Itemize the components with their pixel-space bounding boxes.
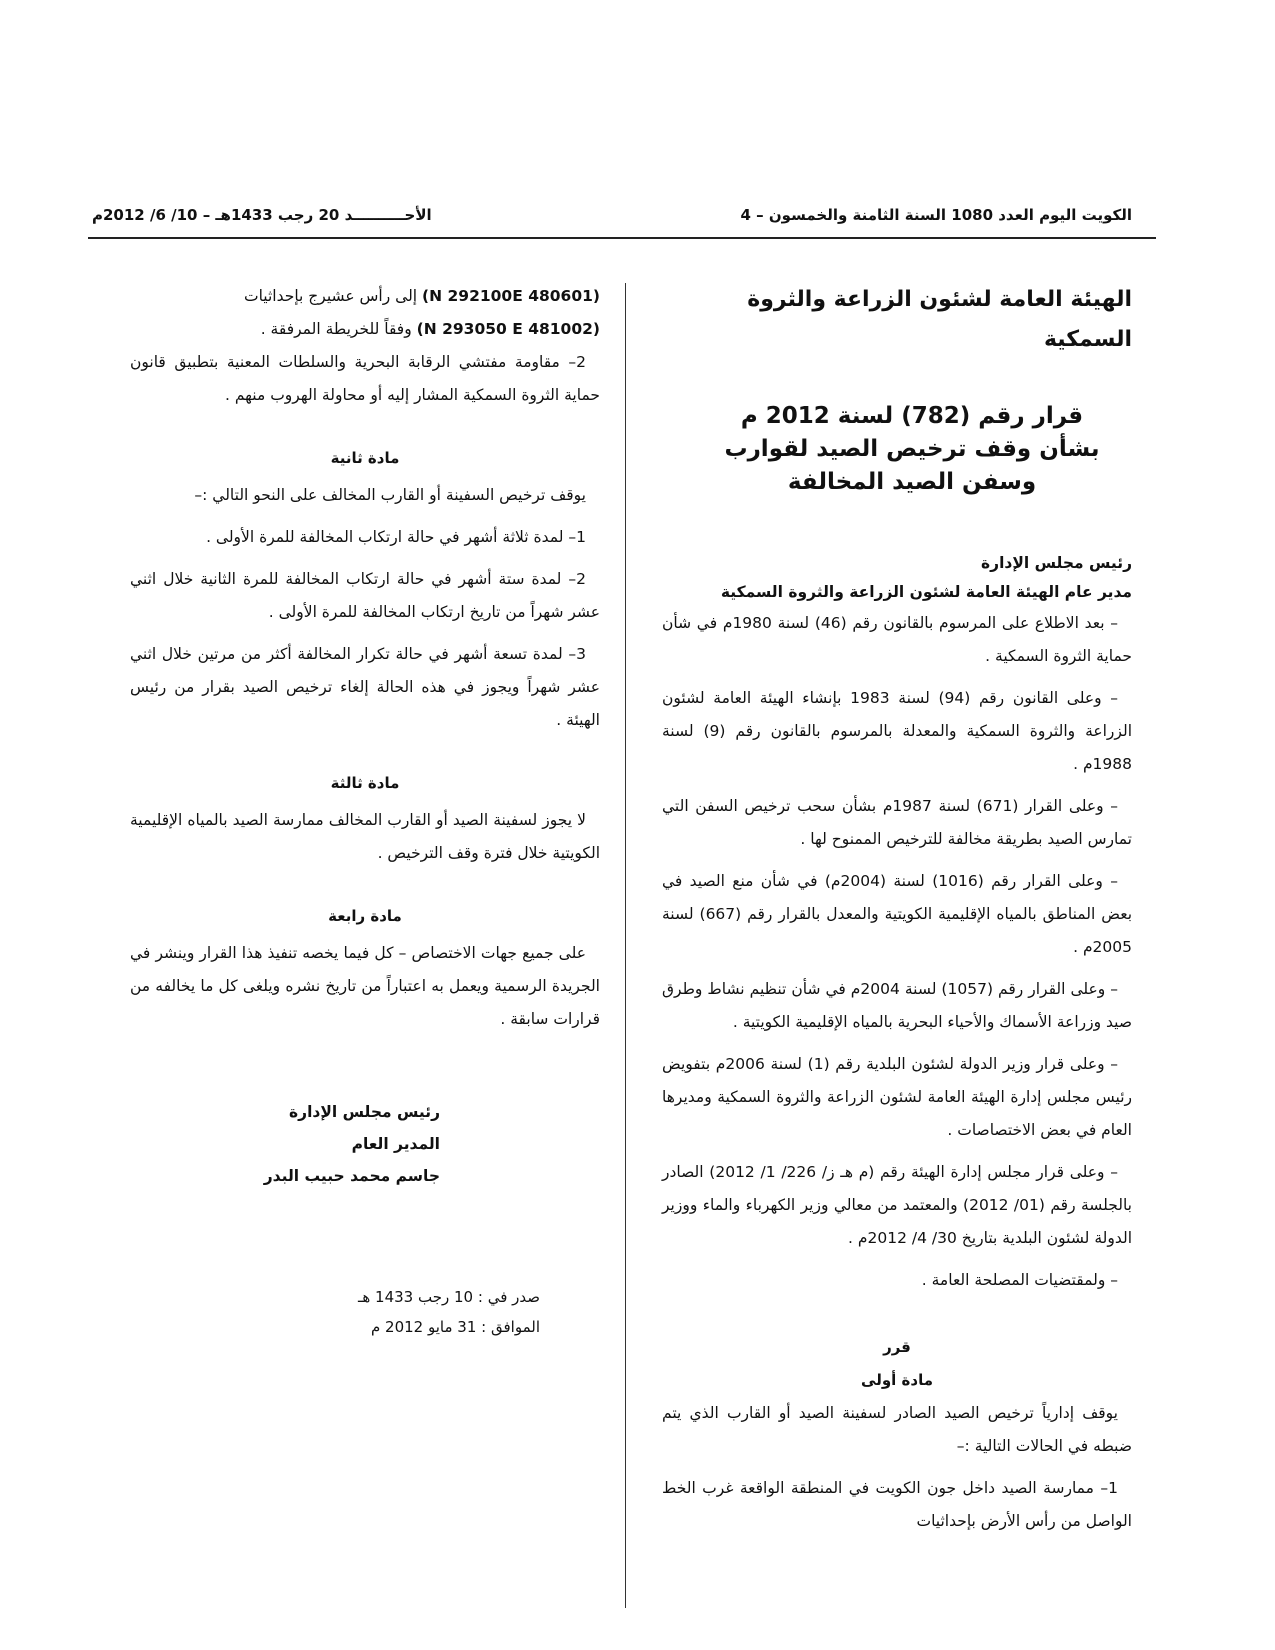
- agency-name: الهيئة العامة لشئون الزراعة والثروة السمكية: [747, 287, 1132, 352]
- recital: – ولمقتضيات المصلحة العامة .: [921, 1271, 1118, 1289]
- header-issue-info: الكويت اليوم العدد 1080 السنة الثامنة والخمسون – 4: [740, 206, 1132, 224]
- decided-heading: قرر: [883, 1338, 911, 1356]
- issue-date-gregorian: الموافق : 31 مايو 2012 م: [370, 1318, 540, 1336]
- decision-title: [662, 400, 1132, 499]
- article-4-title: مادة رابعة: [328, 907, 402, 925]
- signature-role: المدير العام: [351, 1135, 440, 1153]
- recital: – وعلى قرار وزير الدولة لشئون البلدية رقم (1) لسنة 2006م بتفويض رئيس مجلس إدارة الهيئة العامة لشئون الزراعة والثروة السمكية ومديرها العام في بعض الاختصاصات .: [662, 1055, 1132, 1139]
- header-divider: [88, 237, 1156, 239]
- issue-date-block: [130, 1282, 600, 1342]
- recital: – وعلى القرار رقم (1057) لسنة 2004م في شأن تنظيم نشاط وطرق صيد وزراعة الأسماك والأحياء البحرية بالمياه الإقليمية الكويتية .: [662, 980, 1132, 1031]
- article-3-title: مادة ثالثة: [330, 774, 400, 792]
- article-2-title: مادة ثانية: [330, 449, 400, 467]
- article-4-text: على جميع جهات الاختصاص – كل فيما يخصه تنفيذ هذا القرار وينشر في الجريدة الرسمية ويعمل به اعتباراً من تاريخ نشره ويلغى كل ما يخالفه من قرارات سابقة .: [130, 944, 600, 1028]
- signature-title: رئيس مجلس الإدارة: [289, 1103, 440, 1121]
- article-1-item-1: 1– ممارسة الصيد داخل جون الكويت في المنطقة الواقعة غرب الخط الواصل من رأس الأرض بإحداثيات: [662, 1479, 1132, 1530]
- coordinate-1-text: إلى رأس عشيرج بإحداثيات: [243, 287, 418, 305]
- left-column: [130, 280, 600, 1342]
- decision-number: قرار رقم (782) لسنة 2012 م: [740, 403, 1084, 429]
- decision-subject-2: وسفن الصيد المخالفة: [787, 469, 1037, 495]
- article-2-item: 3– لمدة تسعة أشهر في حالة تكرار المخالفة أكثر من مرتين خلال اثني عشر شهراً ويجوز في هذه الحالة إلغاء ترخيص الصيد بقرار من رئيس الهيئة .: [130, 645, 600, 729]
- signature-block: [130, 1096, 600, 1192]
- coordinate-line-1: [130, 280, 600, 313]
- coordinate-2-text: وفقاً للخريطة المرفقة .: [260, 320, 412, 338]
- recital: – وعلى القرار رقم (1016) لسنة (2004م) في شأن منع الصيد في بعض المناطق بالمياه الإقليمية الكويتية والمعدل بالقرار رقم (667) لسنة 2005م .: [662, 872, 1133, 956]
- article-1-title: مادة أولى: [861, 1371, 933, 1389]
- recital: – وعلى القرار (671) لسنة 1987م بشأن سحب ترخيص السفن التي تمارس الصيد بطريقة مخالفة للترخيص الممنوح لها .: [662, 797, 1132, 848]
- recital: – وعلى القانون رقم (94) لسنة 1983 بإنشاء الهيئة العامة لشئون الزراعة والثروة السمكية والمعدلة بالمرسوم بالقانون رقم (9) لسنة 1988م .: [662, 689, 1133, 773]
- article-3-text: لا يجوز لسفينة الصيد أو القارب المخالف ممارسة الصيد بالمياه الإقليمية الكويتية خلال فترة وقف الترخيص .: [130, 811, 600, 862]
- recital: – وعلى قرار مجلس إدارة الهيئة رقم (م هـ ز/ 226/ 1/ 2012) الصادر بالجلسة رقم (01/ 2012) والمعتمد من معالي وزير الكهرباء والماء ووزير الدولة لشئون البلدية بتاريخ 30/ 4/ 2012م .: [662, 1163, 1132, 1247]
- article-2-text: يوقف ترخيص السفينة أو القارب المخالف على النحو التالي :–: [194, 486, 586, 504]
- authority-subtitle: مدير عام الهيئة العامة لشئون الزراعة والثروة السمكية: [720, 583, 1132, 601]
- right-column: [662, 280, 1132, 1547]
- article-1-item-2: 2– مقاومة مفتشي الرقابة البحرية والسلطات المعنية بتطبيق قانون حماية الثروة السمكية المشار إليه أو محاولة الهروب منهم .: [130, 353, 600, 404]
- issue-date-hijri: صدر في : 10 رجب 1433 هـ: [357, 1288, 540, 1306]
- coordinate-1-value: (N 292100E 480601): [422, 287, 600, 305]
- coordinate-2-value: (N 293050 E 481002): [416, 320, 600, 338]
- article-2-item: 2– لمدة ستة أشهر في حالة ارتكاب المخالفة للمرة الثانية خلال اثني عشر شهراً من تاريخ ارتكاب المخالفة للمرة الأولى .: [130, 570, 600, 621]
- header-date: الأحــــــــــد 20 رجب 1433هـ – 10/ 6/ 2012م: [92, 206, 432, 224]
- signature-name: جاسم محمد حبيب البدر: [263, 1167, 440, 1185]
- decision-subject-1: بشأن وقف ترخيص الصيد لقوارب: [724, 436, 1100, 462]
- recital: – بعد الاطلاع على المرسوم بالقانون رقم (46) لسنة 1980م في شأن حماية الثروة السمكية .: [662, 614, 1132, 665]
- column-divider: [625, 283, 626, 1608]
- article-2-item: 1– لمدة ثلاثة أشهر في حالة ارتكاب المخالفة للمرة الأولى .: [206, 528, 586, 546]
- coordinate-line-2: [130, 313, 600, 346]
- article-1-text: يوقف إدارياً ترخيص الصيد الصادر لسفينة الصيد أو القارب الذي يتم ضبطه في الحالات التالية :–: [662, 1404, 1132, 1455]
- authority-title: رئيس مجلس الإدارة: [981, 554, 1132, 572]
